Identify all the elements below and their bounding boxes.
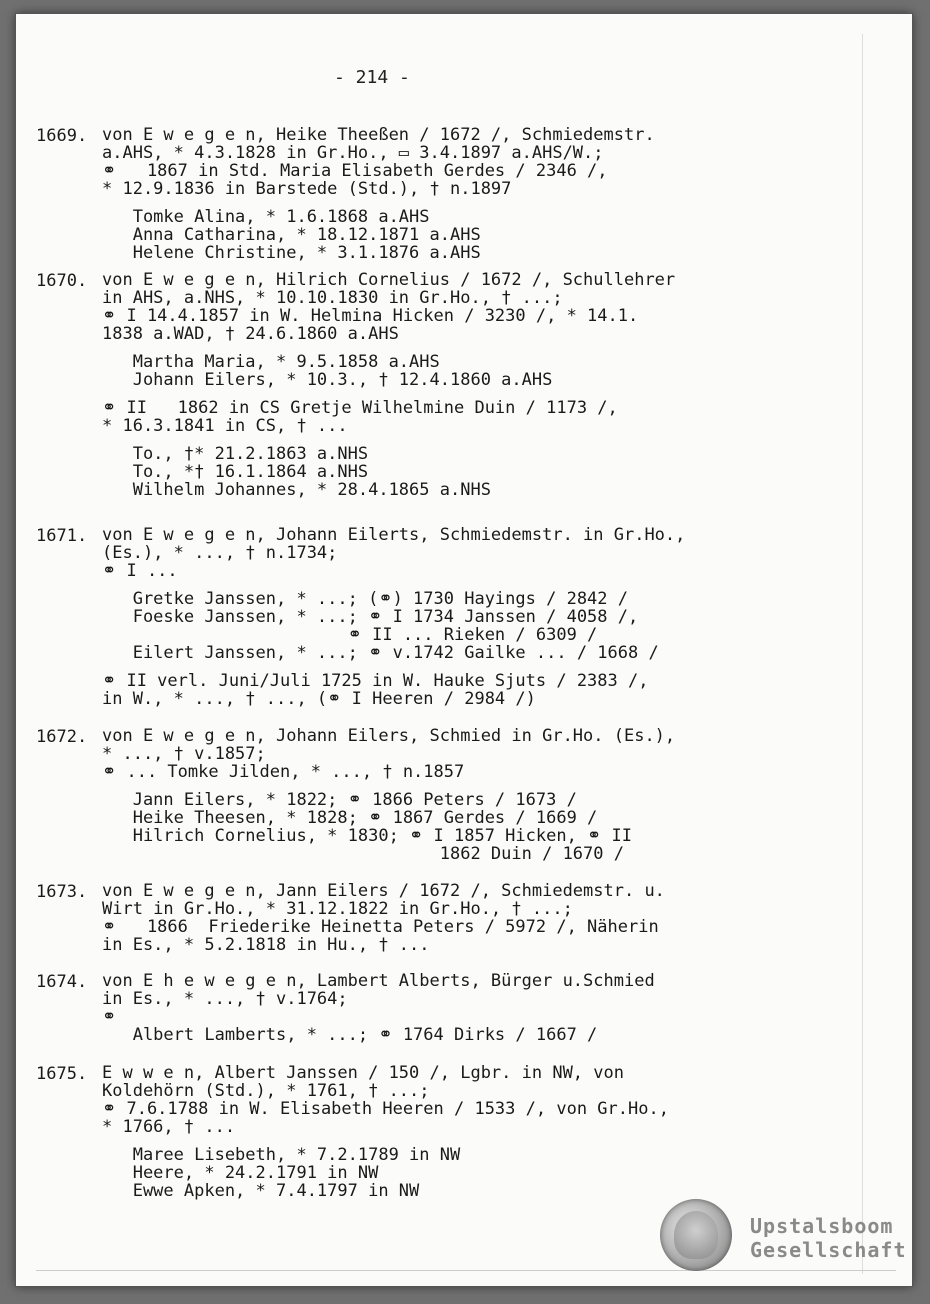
entry-line: von E h e w e g e n, Lambert Alberts, Bürger u.Schmied [102, 971, 655, 991]
seal-logo-icon [660, 1199, 732, 1271]
brand-line-1: Upstalsboom [750, 1214, 894, 1238]
entry-line: von E w e g e n, Heike Theeßen / 1672 /, Schmiedemstr. [102, 125, 655, 145]
entry-line: Heere, * 24.2.1791 in NW [102, 1163, 379, 1183]
entry-number: 1673. [36, 882, 88, 902]
brand-line-2: Gesellschaft [750, 1238, 907, 1262]
entry-line: Maree Lisebeth, * 7.2.1789 in NW [102, 1145, 461, 1165]
entry-line: von E w e g e n, Hilrich Cornelius / 1672 /, Schullehrer [102, 270, 676, 290]
entry-line: 1862 Duin / 1670 / [102, 844, 624, 864]
entry-line: in Es., * ..., † v.1764; [102, 989, 348, 1009]
page-edge-line [862, 34, 863, 1274]
entry-line: Tomke Alina, * 1.6.1868 a.AHS [102, 207, 430, 227]
entry-line: ⚭ II 1862 in CS Gretje Wilhelmine Duin / 1173 /, [102, 398, 618, 418]
entry-line: von E w e g e n, Jann Eilers / 1672 /, Schmiedemstr. u. [102, 881, 665, 901]
entry-line: Ewwe Apken, * 7.4.1797 in NW [102, 1181, 420, 1201]
document-page [16, 14, 912, 1286]
entry-line: Koldehörn (Std.), * 1761, † ...; [102, 1081, 430, 1101]
entry-line: 1838 a.WAD, † 24.6.1860 a.AHS [102, 324, 399, 344]
entry-line: a.AHS, * 4.3.1828 in Gr.Ho., ▭ 3.4.1897 a.AHS/W.; [102, 143, 604, 163]
entry-line: Wilhelm Johannes, * 28.4.1865 a.NHS [102, 480, 491, 500]
seal-figure [674, 1211, 718, 1259]
entry-number: 1674. [36, 972, 88, 992]
bottom-rule [36, 1270, 896, 1271]
entry-line: Heike Theesen, * 1828; ⚭ 1867 Gerdes / 1669 / [102, 808, 598, 828]
entry-line: in Es., * 5.2.1818 in Hu., † ... [102, 935, 430, 955]
entry-number: 1675. [36, 1064, 88, 1084]
entry-line: Eilert Janssen, * ...; ⚭ v.1742 Gailke ... / 1668 / [102, 643, 659, 663]
entry-line: Gretke Janssen, * ...; (⚭) 1730 Hayings / 2842 / [102, 589, 628, 609]
entry-line: Helene Christine, * 3.1.1876 a.AHS [102, 243, 481, 263]
entry-line: ⚭ II ... Rieken / 6309 / [102, 625, 598, 645]
entry-number: 1671. [36, 526, 88, 546]
entry-line: ⚭ I ... [102, 561, 178, 581]
entry-line: ⚭ II verl. Juni/Juli 1725 in W. Hauke Sjuts / 2383 /, [102, 671, 649, 691]
brand-text [750, 1214, 907, 1262]
entry-line: Anna Catharina, * 18.12.1871 a.AHS [102, 225, 481, 245]
entry-line: Hilrich Cornelius, * 1830; ⚭ I 1857 Hicken, ⚭ II [102, 826, 632, 846]
entry-line: ⚭ 1866 Friederike Heinetta Peters / 5972 /, Näherin [102, 917, 659, 937]
entry-line: in AHS, a.NHS, * 10.10.1830 in Gr.Ho., † ...; [102, 288, 563, 308]
entry-line: Foeske Janssen, * ...; ⚭ I 1734 Janssen / 4058 /, [102, 607, 639, 627]
entry-line: * ..., † v.1857; [102, 744, 266, 764]
entry-line: ⚭ 1867 in Std. Maria Elisabeth Gerdes / 2346 /, [102, 161, 608, 181]
entry-line: Martha Maria, * 9.5.1858 a.AHS [102, 352, 440, 372]
entry-line: * 1766, † ... [102, 1117, 236, 1137]
entry-line: Wirt in Gr.Ho., * 31.12.1822 in Gr.Ho., † ...; [102, 899, 573, 919]
entry-line: von E w e g e n, Johann Eilers, Schmied in Gr.Ho. (Es.), [102, 726, 676, 746]
entry-line: in W., * ..., † ..., (⚭ I Heeren / 2984 /) [102, 689, 536, 709]
entry-line: von E w e g e n, Johann Eilerts, Schmiedemstr. in Gr.Ho., [102, 525, 686, 545]
entry-line: ⚭ 7.6.1788 in W. Elisabeth Heeren / 1533 /, von Gr.Ho., [102, 1099, 669, 1119]
entry-line: ⚭ I 14.4.1857 in W. Helmina Hicken / 3230 /, * 14.1. [102, 306, 639, 326]
entry-line: * 16.3.1841 in CS, † ... [102, 416, 348, 436]
entry-line: E w w e n, Albert Janssen / 150 /, Lgbr. in NW, von [102, 1063, 624, 1083]
entry-line: To., *† 16.1.1864 a.NHS [102, 462, 369, 482]
entry-line: (Es.), * ..., † n.1734; [102, 543, 338, 563]
entry-line: To., †* 21.2.1863 a.NHS [102, 444, 369, 464]
entry-line: Jann Eilers, * 1822; ⚭ 1866 Peters / 1673 / [102, 790, 577, 810]
entry-number: 1669. [36, 126, 88, 146]
entry-line: Johann Eilers, * 10.3., † 12.4.1860 a.AHS [102, 370, 553, 390]
entry-line: ⚭ [102, 1007, 117, 1027]
entry-line: Albert Lamberts, * ...; ⚭ 1764 Dirks / 1667 / [102, 1025, 598, 1045]
entry-number: 1672. [36, 727, 88, 747]
entry-number: 1670. [36, 271, 88, 291]
page-number: - 214 - [334, 67, 410, 88]
entry-line: ⚭ ... Tomke Jilden, * ..., † n.1857 [102, 762, 465, 782]
entry-line: * 12.9.1836 in Barstede (Std.), † n.1897 [102, 179, 512, 199]
